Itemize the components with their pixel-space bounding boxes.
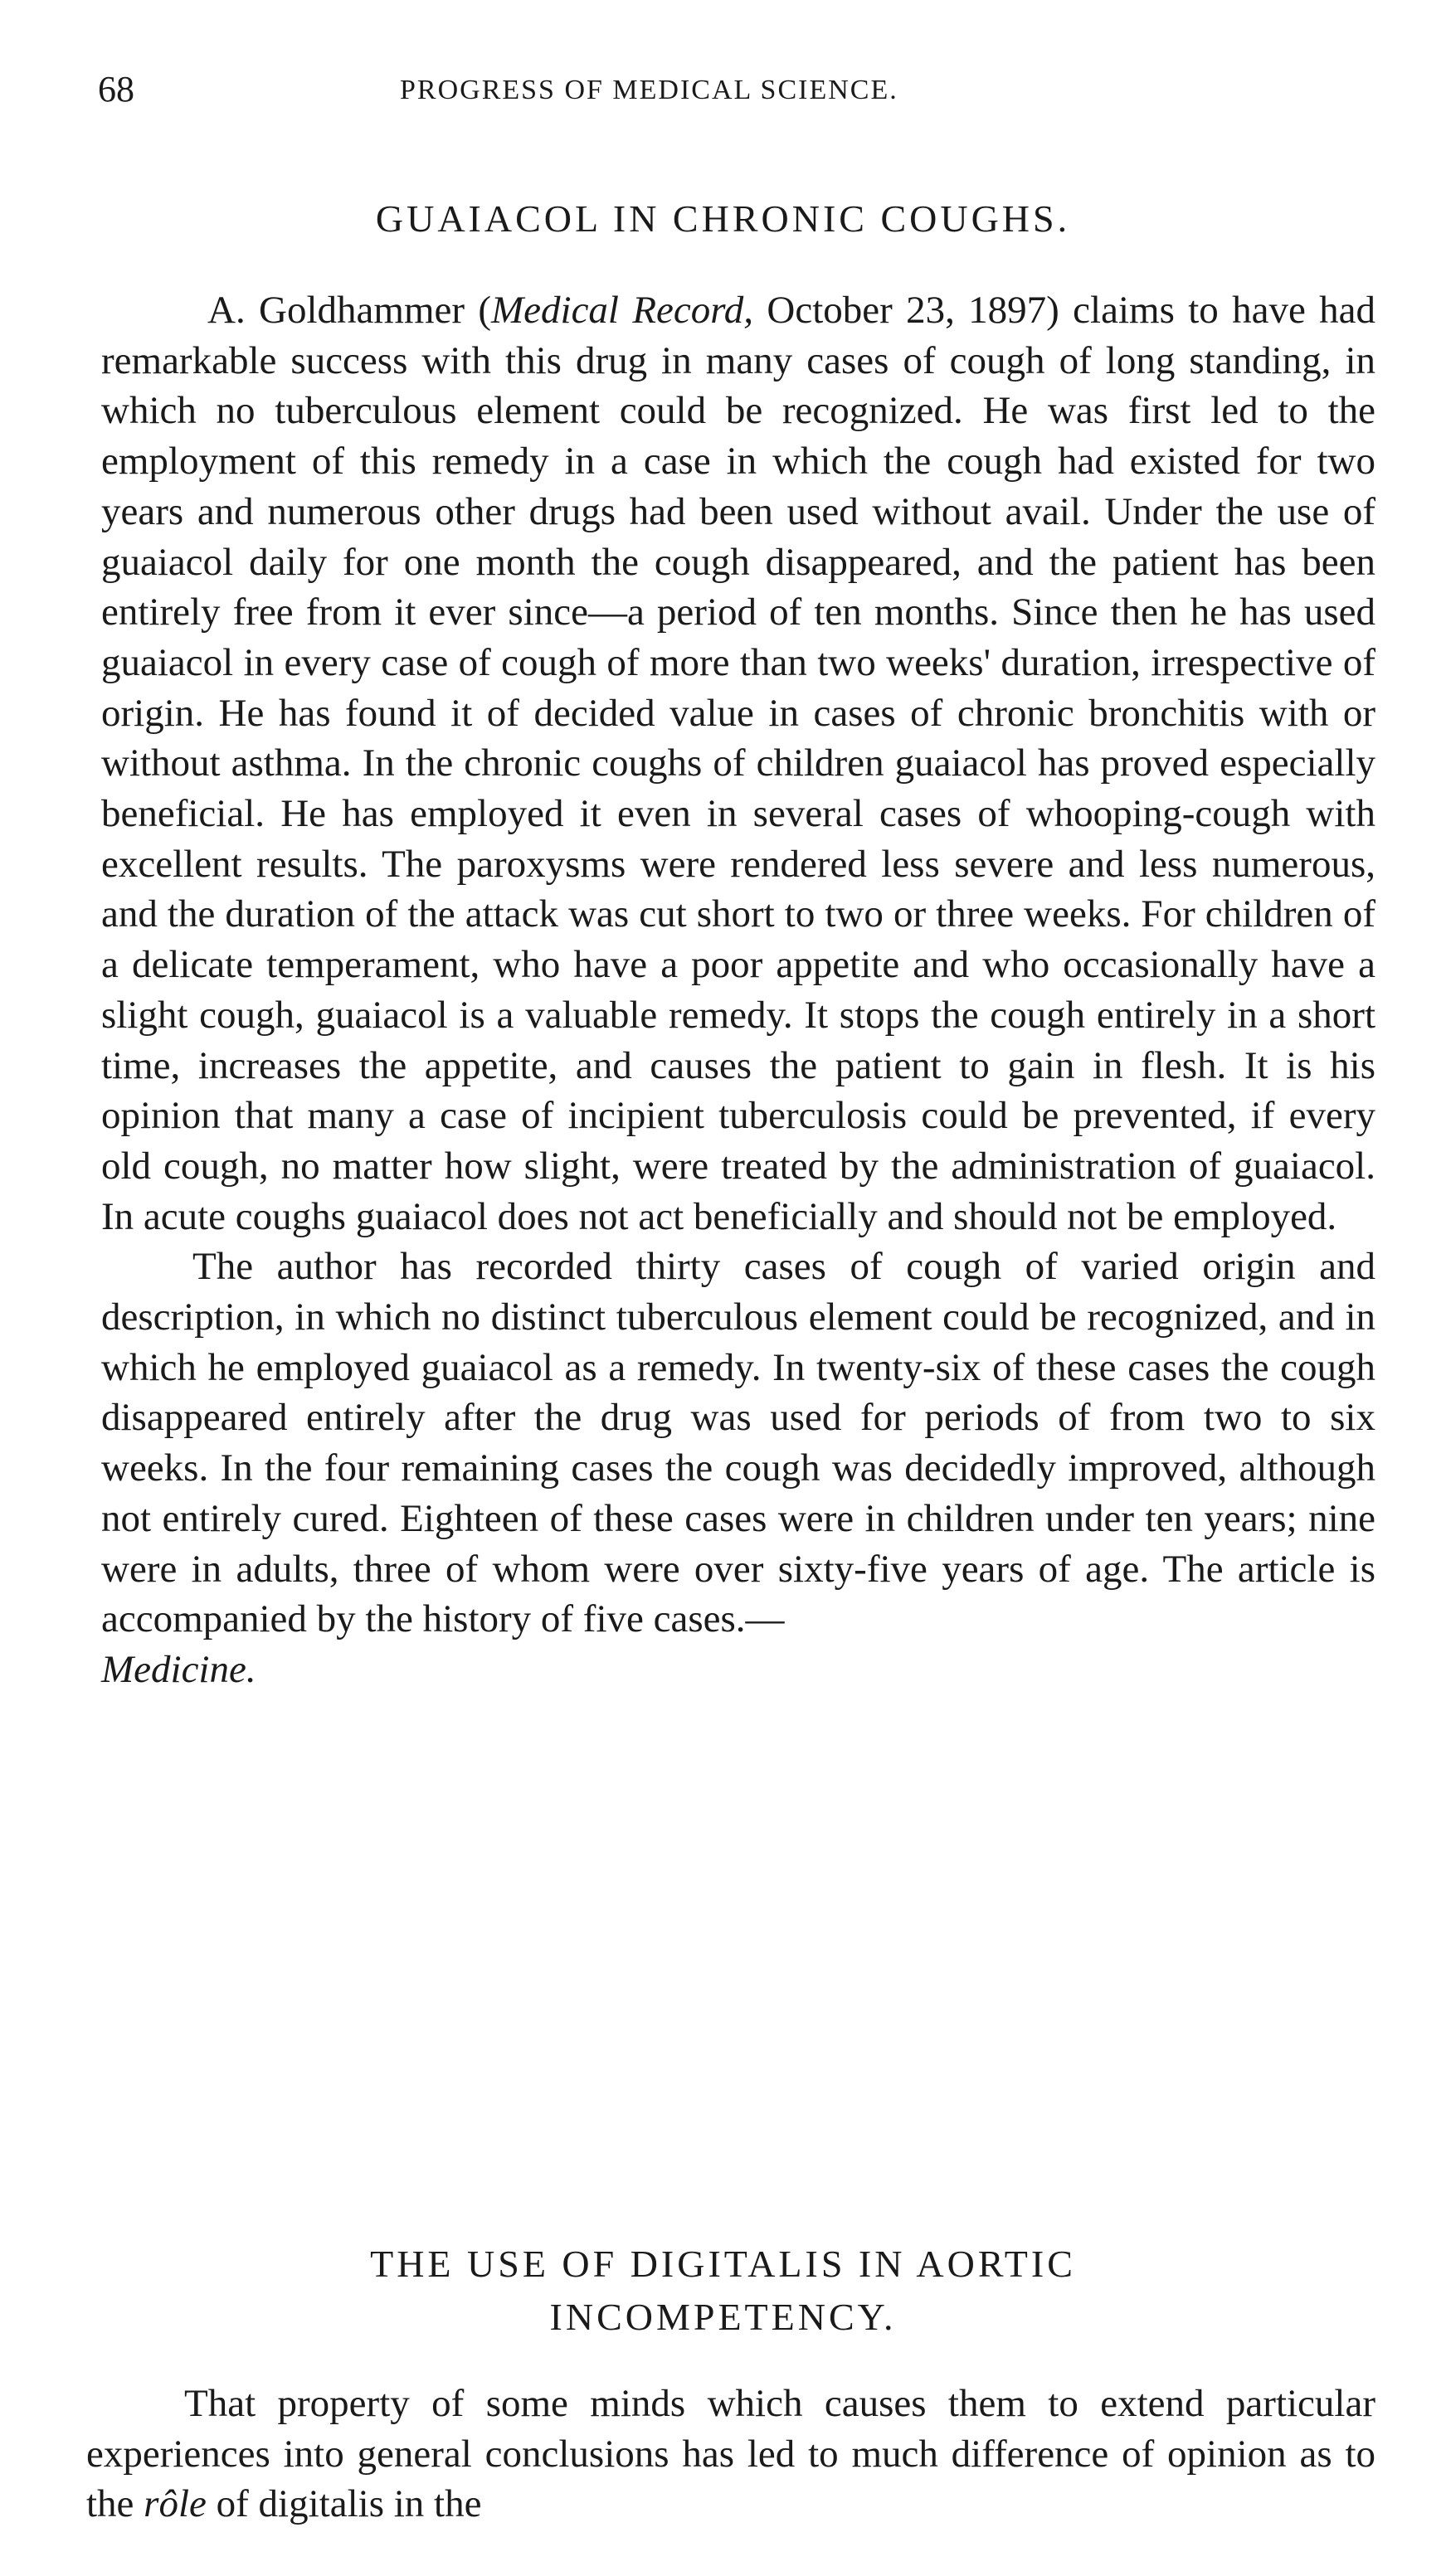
paragraph-text: October 23, 1897) claims to have had remarkable success with this drug in many cases of cough of long standing, in which no tuberculous element could be recognized. He was first led to the employment of this remedy in a case in which the cough had existed for two years and numerous other drugs had been used without avail. Under the use of guaiacol daily for one month the cough disappeared, and the patient has been entirely free from it ever since—a period of ten months. Since then he has used guaiacol in every case of cough of more than two weeks' duration, irrespective of origin. He has found it of decided value in cases of chronic bronchitis with or without asthma. In the chronic coughs of children guaiacol has proved especially beneficial. He has employed it even in several cases of whooping-cough with excellent results. The paroxysms were rendered less severe and less numerous, and the duration of the attack was cut short to two or three weeks. For children of a delicate temperament, who have a poor appetite and who occasionally have a slight cough, guaiacol is a valuable remedy. It stops the cough entirely in a short time, increases the appetite, and causes the patient to gain in flesh. It is his opinion that many a case of incipient tuberculosis could be prevented, if every old cough, no matter how slight, were treated by the administration of guaiacol. In acute coughs guaiacol does not act beneficially and should not be employed. [101,289,1375,1238]
article-body-digitalis [86,2379,1375,2530]
paragraph-text: of digitalis in the [206,2482,482,2526]
article-title-guaiacol: GUAIACOL IN CHRONIC COUGHS. [375,197,1071,240]
article-title-digitalis [0,2238,1446,2344]
paragraph-text: The author has recorded thirty cases of cough of varied origin and description, in which no distinct tuberculous element could be recognized, and in which he employed guaiacol as a remedy. In twenty-six of these cases the cough disappeared entirely after the drug was used for periods of from two to six weeks. In the four remaining cases the cough was decidedly improved, although not entirely cured. Eighteen of these cases were in children under ten years; nine were in adults, three of whom were over sixty-five years of age. The article is accompanied by the history of five cases.— [101,1245,1375,1641]
title-line: THE USE OF DIGITALIS IN AORTIC [370,2243,1076,2285]
source-citation: Medicine. [101,1647,256,1691]
paragraph [101,285,1375,1242]
italic-term: rôle [144,2482,207,2526]
paragraph [101,1242,1375,1694]
author-citation: A. Goldhammer ( [207,289,491,332]
paragraph-text: That property of some minds which causes them to extend particular experiences into general conclusions has led to much difference of opinion as to the [86,2382,1375,2526]
paragraph [86,2379,1375,2530]
page-number: 68 [98,69,134,109]
source-citation: Medical Record, [491,289,754,332]
article-body-guaiacol [101,285,1375,1695]
journal-title: PROGRESS OF MEDICAL SCIENCE. [400,75,898,105]
running-head [0,68,1446,118]
title-line: INCOMPETENCY. [549,2296,897,2338]
